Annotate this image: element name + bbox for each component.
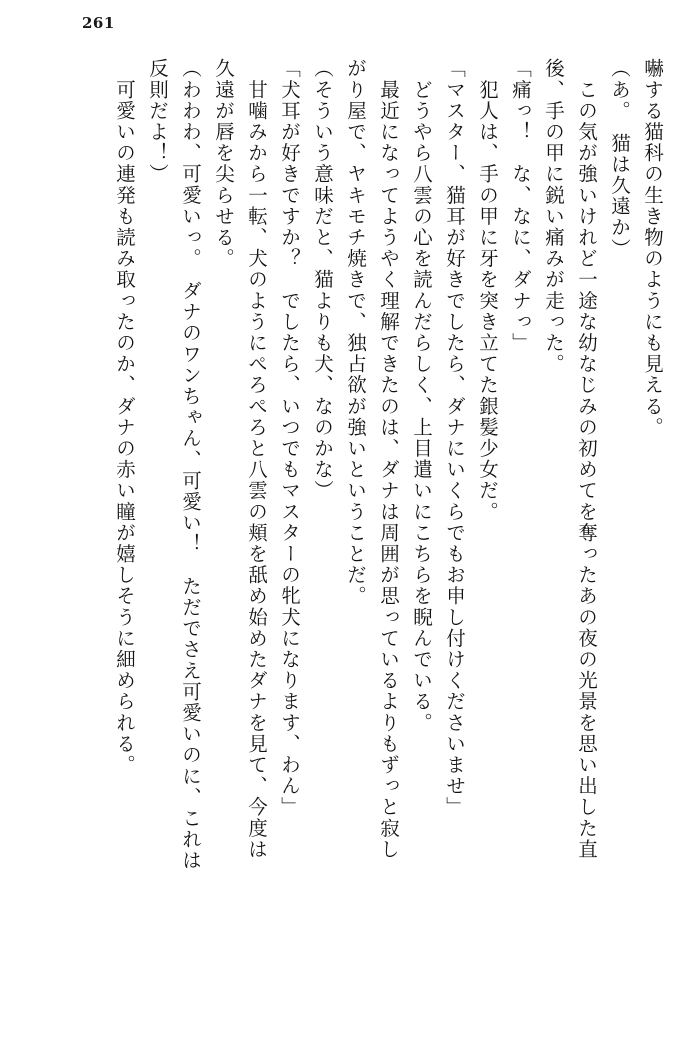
text-line: 嚇する猫科の生き物のようにも見える。 xyxy=(641,58,664,438)
text-line: 甘噛みから一転、犬のようにぺろぺろと八雲の頬を舐め始めたダナを見て、今度は xyxy=(245,58,268,860)
text-line: 「マスター、猫耳が好きでしたら、ダナにいくらでもお申し付けくださいませ」 xyxy=(443,58,466,818)
text-line: 反則だよ！） xyxy=(146,58,169,185)
text-line: 後、手の甲に鋭い痛みが走った。 xyxy=(542,58,565,375)
vertical-text-body xyxy=(84,58,662,1016)
text-line: （あ。 猫は久遠か） xyxy=(608,58,631,260)
text-line: どうやら八雲の心を読んだらしく、上目遣いにこちらを睨んでいる。 xyxy=(410,58,433,734)
text-line: この気が強いけれど一途な幼なじみの初めてを奪ったあの夜の光景を思い出した直 xyxy=(575,58,598,860)
text-line: がり屋で、ヤキモチ焼きで、独占欲が強いということだ。 xyxy=(344,58,367,607)
page-number: 261 xyxy=(82,14,115,32)
text-line: 可愛いの連発も読み取ったのか、ダナの赤い瞳が嬉しそうに細められる。 xyxy=(113,58,136,776)
text-line: 「犬耳が好きですか？ でしたら、いつでもマスターの牝犬になります、わん」 xyxy=(278,58,301,818)
text-line: （そういう意味だと、猫よりも犬、なのかな） xyxy=(311,58,334,502)
text-line: 久遠が唇を尖らせる。 xyxy=(212,58,235,269)
text-line: 犯人は、手の甲に牙を突き立てた銀髪少女だ。 xyxy=(476,58,499,523)
text-line: 最近になってようやく理解できたのは、ダナは周囲が思っているよりもずっと寂し xyxy=(377,58,400,860)
text-line: （わわわ、可愛いっ。 ダナのワンちゃん、可愛い！ ただでさえ可愛いのに、これは xyxy=(179,58,202,872)
text-line: 「痛っ！ な、なに、ダナっ」 xyxy=(509,58,532,354)
